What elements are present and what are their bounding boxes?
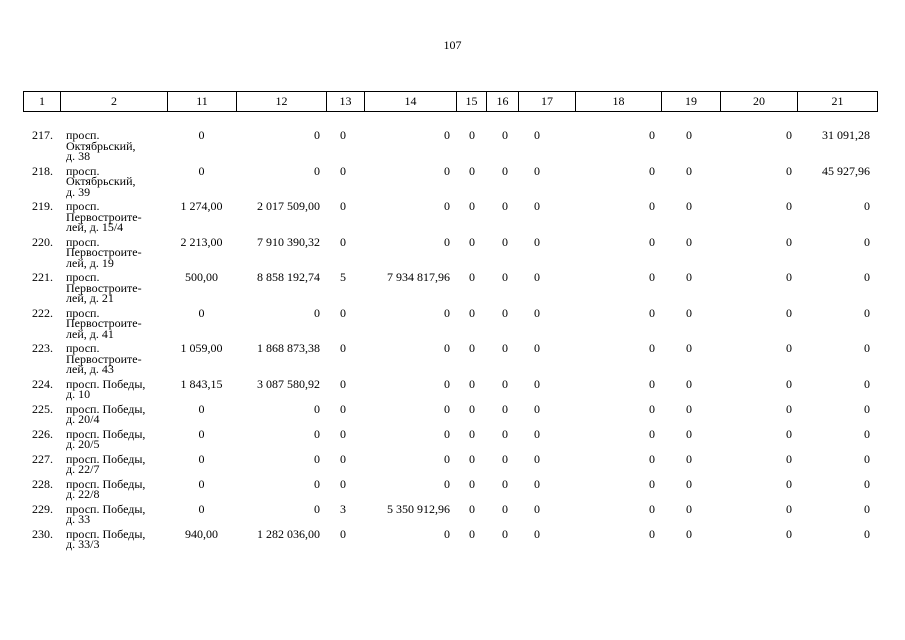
cell-col-13: 0 [340,234,346,249]
data-table [23,130,877,554]
address-line: д. 22/7 [66,462,100,476]
cell-col-12: 0 [314,305,320,320]
cell-col-18: 0 [649,163,655,178]
address-line: д. 39 [66,184,91,199]
address-line: просп. Победы, [66,451,146,466]
row-number: 223. [32,341,53,355]
cell-col-13: 0 [340,199,346,213]
address-line: просп. [66,199,100,213]
address-cell [60,305,167,344]
cell-col-19: 0 [686,476,692,491]
cell-col-13: 0 [340,426,346,441]
cell-col-17: 0 [534,451,540,466]
table-row [23,201,877,237]
address-cell [60,451,167,479]
cell-col-14: 0 [444,476,450,491]
cell-col-18: 0 [649,305,655,320]
cell-col-13: 0 [340,128,346,142]
address-line: Первостроите- [66,209,142,224]
address-cell [60,476,167,504]
cell-col-12: 1 868 873,38 [257,341,320,355]
cell-col-12: 8 858 192,74 [257,270,320,284]
table-row [23,308,877,344]
cell-col-18: 0 [649,426,655,441]
column-header-14: 14 [365,92,457,112]
cell-col-12: 0 [314,163,320,178]
address-line: Первостроите- [66,280,142,295]
cell-col-20: 0 [786,526,792,541]
cell-col-19: 0 [686,128,692,142]
address-line: Октябрьский, [66,174,136,188]
address-cell [60,501,167,529]
column-header-20: 20 [721,92,798,112]
table-row [23,130,877,166]
cell-col-21: 31 091,28 [822,128,870,142]
cell-col-20: 0 [786,163,792,178]
address-line: просп. Победы, [66,526,146,541]
row-number: 222. [32,305,53,320]
cell-col-16: 0 [502,341,508,355]
address-cell [60,426,167,454]
address-line: д. 10 [66,387,91,401]
cell-col-19: 0 [686,426,692,441]
cell-col-13: 0 [340,401,346,416]
column-header-1: 1 [24,92,61,112]
cell-col-11: 940,00 [185,526,218,541]
cell-col-15: 0 [469,376,475,391]
cell-col-15: 0 [469,128,475,142]
cell-col-18: 0 [649,376,655,391]
row-number: 229. [32,501,53,516]
cell-col-21: 0 [864,199,870,213]
cell-col-13: 0 [340,376,346,391]
cell-col-12: 0 [314,401,320,416]
cell-col-14: 0 [444,376,450,391]
cell-col-20: 0 [786,501,792,516]
table-row [23,479,877,504]
address-line: просп. Победы, [66,476,146,491]
cell-col-12: 0 [314,451,320,466]
cell-col-20: 0 [786,376,792,391]
column-header-12: 12 [237,92,327,112]
address-line: д. 33 [66,512,91,526]
cell-col-14: 0 [444,451,450,466]
table-row [23,379,877,404]
address-line: просп. [66,234,100,249]
cell-col-19: 0 [686,501,692,516]
address-line: Первостроите- [66,351,142,366]
column-header-17: 17 [519,92,576,112]
cell-col-15: 0 [469,199,475,213]
cell-col-18: 0 [649,501,655,516]
cell-col-18: 0 [649,199,655,213]
address-cell [60,401,167,429]
row-number: 221. [32,270,53,284]
cell-col-18: 0 [649,526,655,541]
cell-col-17: 0 [534,401,540,416]
address-cell [60,376,167,404]
address-line: д. 20/4 [66,412,100,426]
table-row [23,504,877,529]
column-header-19: 19 [662,92,721,112]
cell-col-11: 0 [198,501,205,516]
cell-col-14: 7 934 817,96 [387,270,450,284]
cell-col-20: 0 [786,401,792,416]
table-row [23,272,877,308]
cell-col-18: 0 [649,270,655,284]
cell-col-15: 0 [469,501,475,516]
cell-col-15: 0 [469,270,475,284]
cell-col-14: 0 [444,305,450,320]
cell-col-19: 0 [686,451,692,466]
row-number: 217. [32,128,53,142]
cell-col-11: 0 [198,476,205,491]
cell-col-20: 0 [786,451,792,466]
cell-col-16: 0 [502,426,508,441]
cell-col-21: 0 [864,341,870,355]
column-header-15: 15 [457,92,487,112]
cell-col-19: 0 [686,234,692,249]
cell-col-16: 0 [502,476,508,491]
row-number: 225. [32,401,53,416]
column-header-2: 2 [61,92,168,112]
column-header-13: 13 [327,92,365,112]
address-line: лей, д. 15/4 [66,220,124,234]
address-line: д. 20/5 [66,437,100,451]
cell-col-19: 0 [686,305,692,320]
address-cell [60,201,167,237]
address-line: д. 33/3 [66,537,100,551]
row-number: 227. [32,451,53,466]
address-cell [60,526,167,554]
cell-col-21: 0 [864,401,870,416]
cell-col-11: 0 [198,305,205,320]
address-line: просп. Победы, [66,501,146,516]
cell-col-17: 0 [534,234,540,249]
cell-col-19: 0 [686,401,692,416]
cell-col-12: 0 [314,476,320,491]
address-cell [60,343,167,379]
column-header-18: 18 [576,92,662,112]
cell-col-17: 0 [534,526,540,541]
cell-col-12: 0 [314,128,320,142]
address-cell [60,163,167,202]
cell-col-19: 0 [686,163,692,178]
cell-col-15: 0 [469,341,475,355]
table-row [23,529,877,554]
cell-col-16: 0 [502,270,508,284]
cell-col-14: 0 [444,426,450,441]
cell-col-14: 0 [444,341,450,355]
cell-col-14: 0 [444,128,450,142]
table-row [23,429,877,454]
row-number: 219. [32,199,53,213]
cell-col-11: 0 [198,163,205,178]
cell-col-16: 0 [502,376,508,391]
address-line: просп. [66,270,100,284]
cell-col-15: 0 [469,401,475,416]
cell-col-16: 0 [502,199,508,213]
cell-col-11: 0 [198,401,205,416]
cell-col-18: 0 [649,476,655,491]
cell-col-13: 5 [340,270,346,284]
cell-col-16: 0 [502,526,508,541]
cell-col-17: 0 [534,501,540,516]
cell-col-19: 0 [686,341,692,355]
column-header-11: 11 [168,92,237,112]
row-number: 220. [32,234,53,249]
cell-col-13: 0 [340,451,346,466]
cell-col-12: 0 [314,426,320,441]
address-line: Октябрьский, [66,138,136,153]
cell-col-13: 0 [340,163,346,178]
cell-col-13: 0 [340,341,346,355]
cell-col-18: 0 [649,128,655,142]
cell-col-11: 500,00 [185,270,218,284]
cell-col-15: 0 [469,163,475,178]
table-row [23,237,877,273]
cell-col-19: 0 [686,376,692,391]
cell-col-21: 0 [864,305,870,320]
cell-col-17: 0 [534,426,540,441]
cell-col-11: 1 843,15 [180,376,223,391]
cell-col-12: 7 910 390,32 [257,234,320,249]
cell-col-17: 0 [534,128,540,142]
cell-col-19: 0 [686,199,692,213]
cell-col-17: 0 [534,376,540,391]
cell-col-12: 1 282 036,00 [257,526,320,541]
row-number: 218. [32,163,53,178]
column-header-21: 21 [798,92,878,112]
cell-col-11: 0 [198,128,205,142]
cell-col-11: 1 059,00 [180,341,223,355]
cell-col-20: 0 [786,426,792,441]
cell-col-20: 0 [786,305,792,320]
cell-col-17: 0 [534,163,540,178]
cell-col-17: 0 [534,270,540,284]
address-line: лей, д. 43 [66,362,114,376]
cell-col-21: 45 927,96 [822,163,870,178]
cell-col-18: 0 [649,401,655,416]
address-cell [60,272,167,308]
cell-col-19: 0 [686,526,692,541]
cell-col-14: 0 [444,163,450,178]
cell-col-17: 0 [534,305,540,320]
address-line: д. 38 [66,149,91,163]
cell-col-20: 0 [786,128,792,142]
address-line: просп. [66,305,100,320]
cell-col-11: 0 [198,426,205,441]
column-header-table [23,91,878,112]
row-number: 228. [32,476,53,491]
cell-col-13: 0 [340,476,346,491]
cell-col-21: 0 [864,501,870,516]
cell-col-12: 3 087 580,92 [257,376,320,391]
cell-col-15: 0 [469,234,475,249]
page-number: 107 [443,38,462,52]
cell-col-20: 0 [786,270,792,284]
address-line: просп. Победы, [66,376,146,391]
cell-col-18: 0 [649,341,655,355]
address-cell [60,130,167,166]
address-line: просп. Победы, [66,426,146,441]
address-line: лей, д. 19 [66,255,114,270]
cell-col-12: 2 017 509,00 [257,199,320,213]
cell-col-17: 0 [534,341,540,355]
cell-col-16: 0 [502,305,508,320]
cell-col-14: 0 [444,199,450,213]
cell-col-20: 0 [786,476,792,491]
address-line: Первостроите- [66,245,142,259]
cell-col-13: 0 [340,305,346,320]
cell-col-15: 0 [469,426,475,441]
address-line: просп. Победы, [66,401,146,416]
table-row [23,454,877,479]
row-number: 226. [32,426,53,441]
cell-col-12: 0 [314,501,320,516]
table-row [23,343,877,379]
cell-col-18: 0 [649,451,655,466]
row-number: 230. [32,526,53,541]
cell-col-13: 3 [340,501,346,516]
cell-col-15: 0 [469,305,475,320]
address-line: просп. [66,341,100,355]
column-header-16: 16 [487,92,519,112]
cell-col-20: 0 [786,199,792,213]
cell-col-11: 1 274,00 [180,199,223,213]
cell-col-21: 0 [864,451,870,466]
cell-col-11: 0 [198,451,205,466]
cell-col-21: 0 [864,476,870,491]
cell-col-16: 0 [502,451,508,466]
cell-col-20: 0 [786,234,792,249]
address-line: просп. [66,163,100,178]
cell-col-15: 0 [469,451,475,466]
table-row [23,404,877,429]
cell-col-11: 2 213,00 [180,234,223,249]
address-line: Первостроите- [66,316,142,330]
cell-col-21: 0 [864,526,870,541]
cell-col-17: 0 [534,199,540,213]
cell-col-16: 0 [502,163,508,178]
cell-col-21: 0 [864,270,870,284]
cell-col-20: 0 [786,341,792,355]
cell-col-19: 0 [686,270,692,284]
address-line: д. 22/8 [66,487,100,501]
cell-col-16: 0 [502,128,508,142]
cell-col-15: 0 [469,526,475,541]
cell-col-16: 0 [502,234,508,249]
cell-col-14: 0 [444,234,450,249]
cell-col-21: 0 [864,234,870,249]
cell-col-16: 0 [502,401,508,416]
cell-col-16: 0 [502,501,508,516]
cell-col-21: 0 [864,426,870,441]
cell-col-13: 0 [340,526,346,541]
address-line: лей, д. 41 [66,326,114,341]
address-line: просп. [66,128,100,142]
address-line: лей, д. 21 [66,291,114,305]
cell-col-18: 0 [649,234,655,249]
address-cell [60,234,167,273]
cell-col-17: 0 [534,476,540,491]
row-number: 224. [32,376,53,391]
cell-col-14: 0 [444,401,450,416]
cell-col-21: 0 [864,376,870,391]
cell-col-14: 0 [444,526,450,541]
cell-col-15: 0 [469,476,475,491]
cell-col-14: 5 350 912,96 [387,501,450,516]
table-row [23,166,877,202]
column-header-row [24,92,878,112]
